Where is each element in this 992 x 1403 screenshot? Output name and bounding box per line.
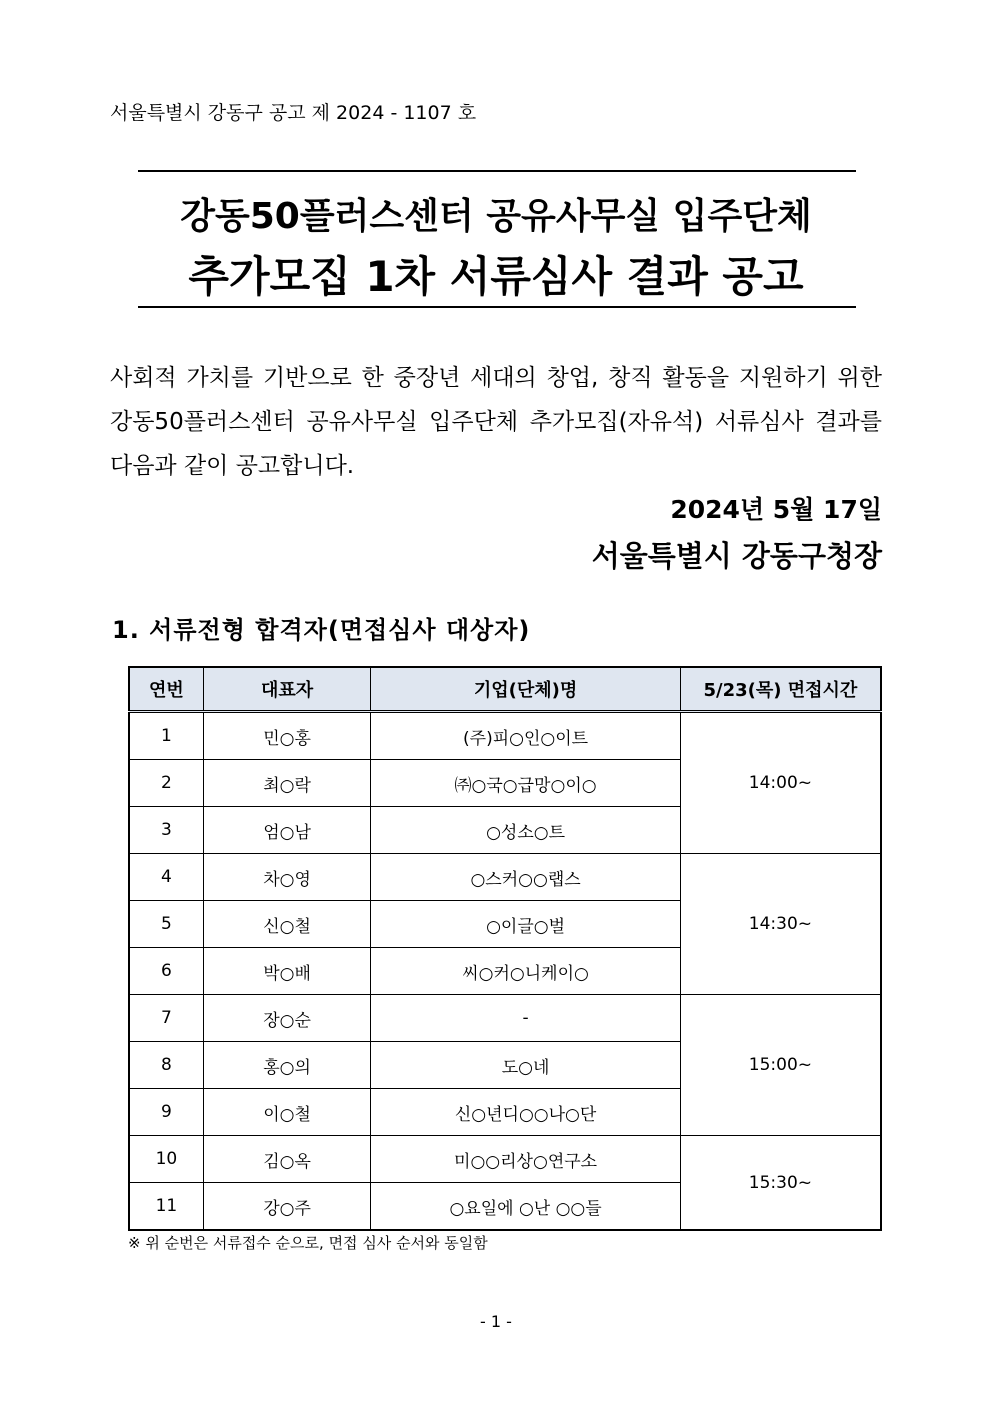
- cell-org: -: [371, 995, 680, 1042]
- header-org: 기업(단체)명: [371, 667, 680, 712]
- table-row: [129, 1136, 881, 1183]
- cell-no: 11: [129, 1183, 203, 1231]
- cell-org: 미○○리상○연구소: [371, 1136, 680, 1183]
- cell-interview-time: 14:30~: [680, 854, 881, 995]
- cell-rep: 이○철: [203, 1089, 371, 1136]
- cell-rep: 홍○의: [203, 1042, 371, 1089]
- cell-no: 5: [129, 901, 203, 948]
- cell-org: ○이글○벌: [371, 901, 680, 948]
- cell-no: 10: [129, 1136, 203, 1183]
- cell-org: ○스커○○랩스: [371, 854, 680, 901]
- table-row: [129, 995, 881, 1042]
- cell-interview-time: 15:30~: [680, 1136, 881, 1231]
- results-table: [128, 666, 882, 1231]
- cell-rep: 장○순: [203, 995, 371, 1042]
- cell-org: ○성소○트: [371, 807, 680, 854]
- cell-org: 신○년디○○나○단: [371, 1089, 680, 1136]
- header-no: 연번: [129, 667, 203, 712]
- table-row: [129, 712, 881, 760]
- header-time: 5/23(목) 면접시간: [680, 667, 881, 712]
- cell-no: 4: [129, 854, 203, 901]
- cell-no: 9: [129, 1089, 203, 1136]
- footnote: ※ 위 순번은 서류접수 순으로, 면접 심사 순서와 동일함: [128, 1234, 488, 1252]
- cell-org: 도○네: [371, 1042, 680, 1089]
- cell-org: 씨○커○니케이○: [371, 948, 680, 995]
- cell-interview-time: 15:00~: [680, 995, 881, 1136]
- cell-org: ○요일에 ○난 ○○들: [371, 1183, 680, 1231]
- cell-rep: 엄○남: [203, 807, 371, 854]
- cell-rep: 차○영: [203, 854, 371, 901]
- title-line-1: 강동50플러스센터 공유사무실 입주단체: [180, 196, 812, 237]
- cell-no: 3: [129, 807, 203, 854]
- cell-no: 8: [129, 1042, 203, 1089]
- table-header-row: [129, 667, 881, 712]
- title-bottom-rule: [138, 306, 856, 308]
- cell-rep: 민○홍: [203, 712, 371, 760]
- cell-no: 7: [129, 995, 203, 1042]
- cell-org: ㈜○국○급망○이○: [371, 760, 680, 807]
- title-line-2: 추가모집 1차 서류심사 결과 공고: [188, 252, 804, 301]
- cell-no: 6: [129, 948, 203, 995]
- cell-rep: 박○배: [203, 948, 371, 995]
- cell-rep: 최○락: [203, 760, 371, 807]
- cell-interview-time: 14:00~: [680, 712, 881, 854]
- body-text: 사회적 가치를 기반으로 한 중장년 세대의 창업, 창직 활동을 지원하기 위한 강동50플러스센터 공유사무실 입주단체 추가모집(자유석) 서류심사 결과를 다음과 같이 공고합니다.: [110, 365, 882, 479]
- cell-no: 2: [129, 760, 203, 807]
- cell-rep: 김○옥: [203, 1136, 371, 1183]
- content-flow: [110, 356, 882, 1253]
- title-top-rule: [138, 170, 856, 172]
- cell-no: 1: [129, 712, 203, 760]
- cell-rep: 강○주: [203, 1183, 371, 1231]
- notice-number: 서울특별시 강동구 공고 제 2024 - 1107 호: [110, 102, 477, 124]
- table-row: [129, 854, 881, 901]
- issuer: 서울특별시 강동구청장: [591, 539, 882, 573]
- notice-date: 2024년 5월 17일: [670, 495, 882, 524]
- header-rep: 대표자: [203, 667, 371, 712]
- section-title: 1. 서류전형 합격자(면접심사 대상자): [112, 616, 531, 644]
- cell-org: (주)피○인○이트: [371, 712, 680, 760]
- page-number: - 1 -: [480, 1312, 512, 1331]
- cell-rep: 신○철: [203, 901, 371, 948]
